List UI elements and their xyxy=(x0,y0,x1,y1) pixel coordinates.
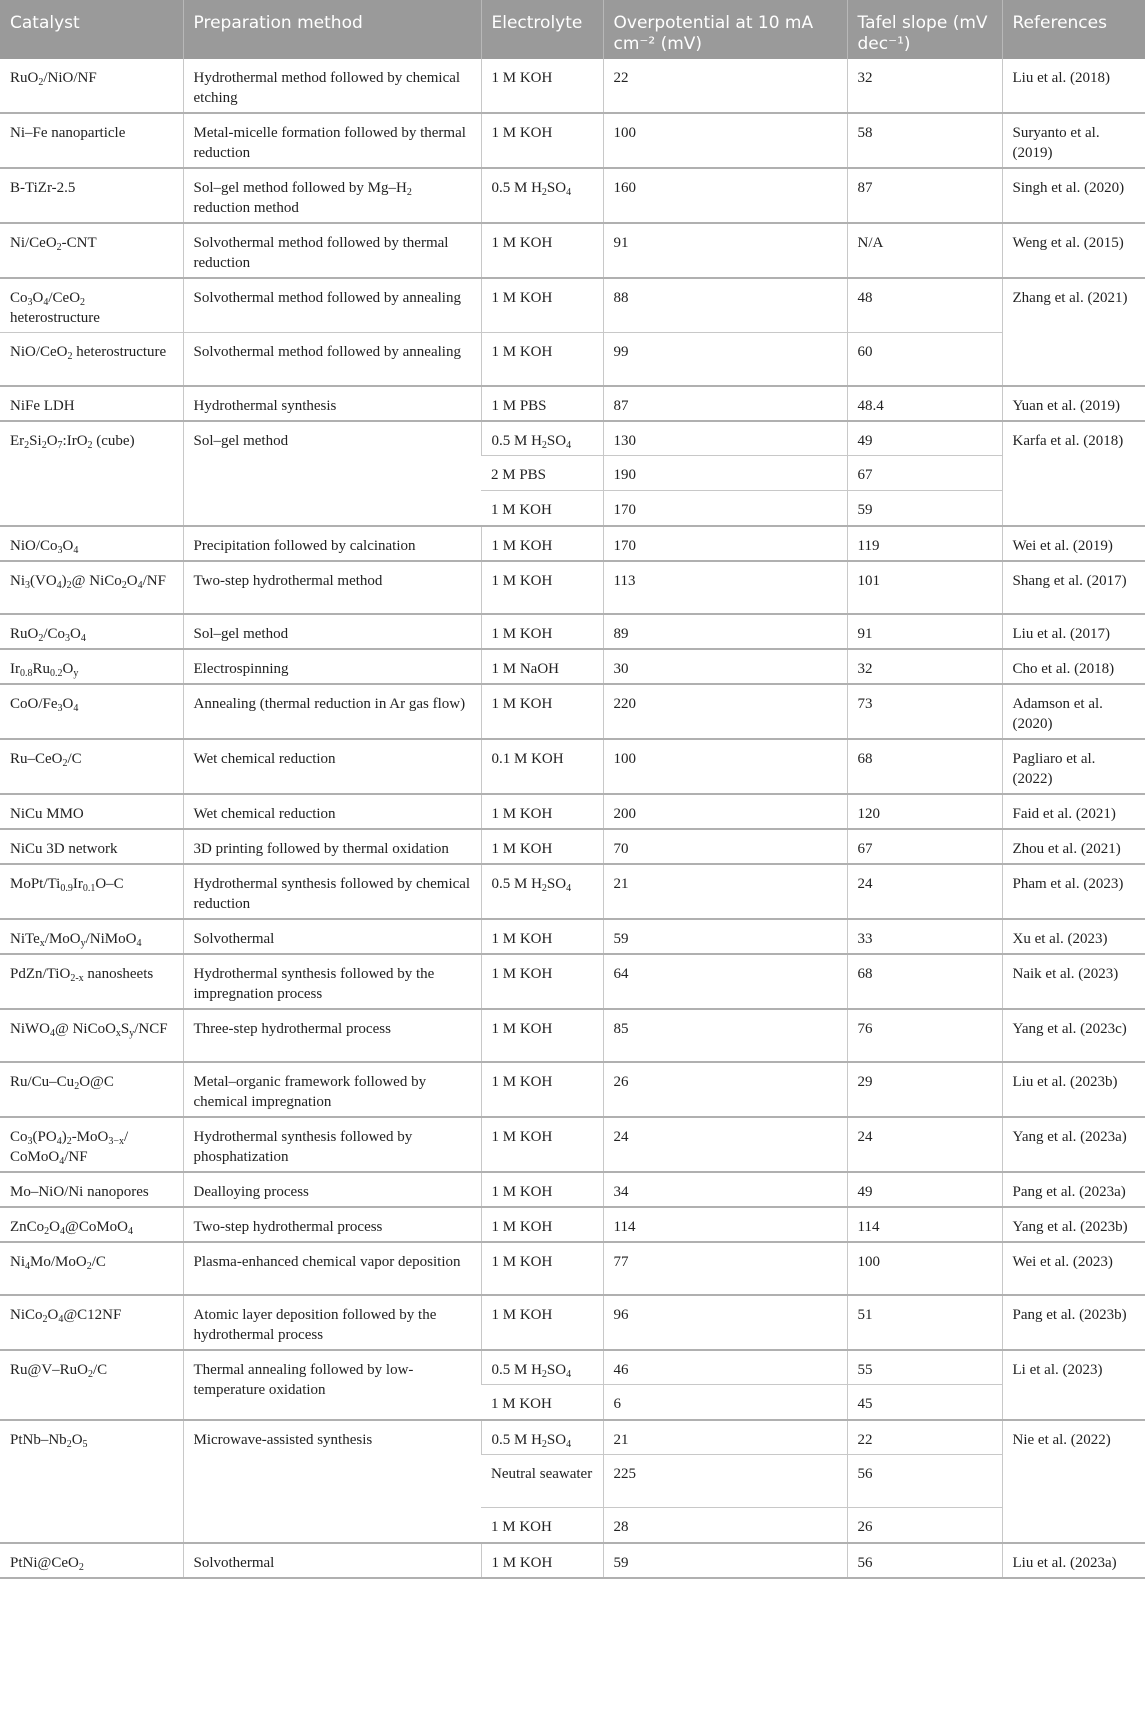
cell-tafel: 100 xyxy=(847,1242,1002,1295)
cell-electrolyte: 1 M KOH xyxy=(481,1009,603,1062)
cell-method: Annealing (thermal reduction in Ar gas flow) xyxy=(183,684,481,739)
table-row xyxy=(0,1543,1145,1578)
cell-overpotential: 21 xyxy=(603,1420,847,1455)
cell-overpotential: 190 xyxy=(603,456,847,491)
cell-catalyst: PdZn/TiO$_{2-x}$ nanosheets xyxy=(0,954,183,1009)
cell-reference: Yang et al. (2023a) xyxy=(1002,1117,1145,1172)
header-tafel-slope: Tafel slope (mV dec⁻¹) xyxy=(847,0,1002,59)
cell-method: Atomic layer deposition followed by the hydrothermal process xyxy=(183,1295,481,1350)
cell-method: Microwave-assisted synthesis xyxy=(183,1420,481,1543)
cell-method: Hydrothermal synthesis xyxy=(183,386,481,421)
cell-method: Sol–gel method xyxy=(183,614,481,649)
cell-tafel: 58 xyxy=(847,113,1002,168)
cell-reference: Adamson et al. (2020) xyxy=(1002,684,1145,739)
cell-overpotential: 77 xyxy=(603,1242,847,1295)
cell-overpotential: 28 xyxy=(603,1508,847,1543)
table-row xyxy=(0,421,1145,456)
cell-method: Sol–gel method followed by $Mg-H_2$ reduction method xyxy=(183,168,481,223)
table-row xyxy=(0,1420,1145,1455)
cell-overpotential: 100 xyxy=(603,113,847,168)
cell-tafel: 33 xyxy=(847,919,1002,954)
cell-method: Wet chemical reduction xyxy=(183,794,481,829)
cell-overpotential: 99 xyxy=(603,333,847,386)
cell-electrolyte: 1 M KOH xyxy=(481,794,603,829)
cell-method: Electrospinning xyxy=(183,649,481,684)
cell-tafel: 59 xyxy=(847,491,1002,526)
cell-electrolyte: Neutral seawater xyxy=(481,1455,603,1508)
cell-overpotential: 113 xyxy=(603,561,847,614)
cell-overpotential: 70 xyxy=(603,829,847,864)
cell-reference: Pagliaro et al. (2022) xyxy=(1002,739,1145,794)
cell-electrolyte: 1 M NaOH xyxy=(481,649,603,684)
cell-tafel: 24 xyxy=(847,864,1002,919)
cell-reference: Wei et al. (2023) xyxy=(1002,1242,1145,1295)
cell-method: 3D printing followed by thermal oxidation xyxy=(183,829,481,864)
table-row xyxy=(0,794,1145,829)
table-row xyxy=(0,561,1145,614)
table-row xyxy=(0,684,1145,739)
cell-reference: Weng et al. (2015) xyxy=(1002,223,1145,278)
cell-overpotential: 200 xyxy=(603,794,847,829)
cell-catalyst: RuO$_2$/NiO/NF xyxy=(0,59,183,113)
cell-reference: Yang et al. (2023b) xyxy=(1002,1207,1145,1242)
cell-electrolyte: 1 M KOH xyxy=(481,684,603,739)
table-row xyxy=(0,1350,1145,1385)
cell-catalyst: Ni–Fe nanoparticle xyxy=(0,113,183,168)
cell-electrolyte: 1 M PBS xyxy=(481,386,603,421)
cell-overpotential: 85 xyxy=(603,1009,847,1062)
table-row xyxy=(0,168,1145,223)
table-row xyxy=(0,1295,1145,1350)
cell-catalyst: PtNi@CeO$_2$ xyxy=(0,1543,183,1578)
cell-catalyst: $Ni_3(VO_4)_2@$ $NiCo_2O_4/NF$ xyxy=(0,561,183,614)
table-row xyxy=(0,113,1145,168)
cell-catalyst: Ru@V–RuO$_2$/C xyxy=(0,1350,183,1420)
cell-method: Three-step hydrothermal process xyxy=(183,1009,481,1062)
cell-method: Metal-micelle formation followed by thermal reduction xyxy=(183,113,481,168)
cell-electrolyte: 1 M KOH xyxy=(481,333,603,386)
cell-overpotential: 26 xyxy=(603,1062,847,1117)
cell-catalyst: NiO/CeO$_2$ heterostructure xyxy=(0,333,183,386)
cell-catalyst: NiWO$_4$@ $NiCoO_xS_y$/NCF xyxy=(0,1009,183,1062)
cell-catalyst: Ru–CeO$_2$/C xyxy=(0,739,183,794)
cell-overpotential: 170 xyxy=(603,526,847,561)
cell-electrolyte: 1 M KOH xyxy=(481,1543,603,1578)
cell-tafel: 73 xyxy=(847,684,1002,739)
cell-electrolyte: 1 M KOH xyxy=(481,491,603,526)
cell-reference: Liu et al. (2017) xyxy=(1002,614,1145,649)
cell-tafel: 49 xyxy=(847,421,1002,456)
cell-catalyst: $ZnCo_2O_4@CoMoO_4$ xyxy=(0,1207,183,1242)
cell-tafel: N/A xyxy=(847,223,1002,278)
cell-overpotential: 59 xyxy=(603,919,847,954)
cell-catalyst: NiO/$Co_3O_4$ xyxy=(0,526,183,561)
cell-electrolyte: 1 M KOH xyxy=(481,919,603,954)
cell-tafel: 26 xyxy=(847,1508,1002,1543)
cell-catalyst: $Ni_4Mo/MoO_2/C$ xyxy=(0,1242,183,1295)
cell-electrolyte: 1 M KOH xyxy=(481,1385,603,1420)
cell-reference: Shang et al. (2017) xyxy=(1002,561,1145,614)
cell-reference: Pang et al. (2023a) xyxy=(1002,1172,1145,1207)
header-electrolyte: Electrolyte xyxy=(481,0,603,59)
cell-tafel: 56 xyxy=(847,1543,1002,1578)
table-row xyxy=(0,614,1145,649)
cell-tafel: 68 xyxy=(847,954,1002,1009)
table-row xyxy=(0,739,1145,794)
table-row xyxy=(0,278,1145,333)
table-row xyxy=(0,1009,1145,1062)
cell-reference: Faid et al. (2021) xyxy=(1002,794,1145,829)
cell-catalyst: Ni/CeO$_2$-CNT xyxy=(0,223,183,278)
cell-tafel: 76 xyxy=(847,1009,1002,1062)
cell-tafel: 67 xyxy=(847,829,1002,864)
table-row xyxy=(0,1062,1145,1117)
cell-electrolyte: 1 M KOH xyxy=(481,278,603,333)
cell-reference: Yang et al. (2023c) xyxy=(1002,1009,1145,1062)
cell-overpotential: 21 xyxy=(603,864,847,919)
cell-tafel: 60 xyxy=(847,333,1002,386)
cell-catalyst: $NiCo_2O_4@C12NF$ xyxy=(0,1295,183,1350)
table-header-row xyxy=(0,0,1145,59)
cell-electrolyte: 1 M KOH xyxy=(481,113,603,168)
header-preparation-method: Preparation method xyxy=(183,0,481,59)
cell-tafel: 48 xyxy=(847,278,1002,333)
cell-catalyst: $Co_3O_4/CeO_2$ heterostructure xyxy=(0,278,183,333)
cell-overpotential: 114 xyxy=(603,1207,847,1242)
cell-catalyst: $Er_2Si_2O_7:IrO_2$ (cube) xyxy=(0,421,183,526)
cell-tafel: 68 xyxy=(847,739,1002,794)
cell-method: Metal–organic framework followed by chemical impregnation xyxy=(183,1062,481,1117)
cell-overpotential: 89 xyxy=(603,614,847,649)
cell-electrolyte: 1 M KOH xyxy=(481,1207,603,1242)
cell-tafel: 120 xyxy=(847,794,1002,829)
cell-overpotential: 46 xyxy=(603,1350,847,1385)
cell-electrolyte: 1 M KOH xyxy=(481,59,603,113)
cell-overpotential: 30 xyxy=(603,649,847,684)
table-row xyxy=(0,649,1145,684)
table-row xyxy=(0,526,1145,561)
cell-electrolyte: 1 M KOH xyxy=(481,1117,603,1172)
table-row xyxy=(0,1117,1145,1172)
cell-tafel: 32 xyxy=(847,59,1002,113)
cell-electrolyte: 1 M KOH xyxy=(481,614,603,649)
cell-electrolyte: 1 M KOH xyxy=(481,829,603,864)
header-overpotential: Overpotential at 10 mA cm⁻² (mV) xyxy=(603,0,847,59)
cell-tafel: 56 xyxy=(847,1455,1002,1508)
table-row xyxy=(0,829,1145,864)
cell-method: Sol–gel method xyxy=(183,421,481,526)
cell-catalyst: CoO/$Fe_3O_4$ xyxy=(0,684,183,739)
cell-electrolyte: 1 M KOH xyxy=(481,1062,603,1117)
cell-catalyst: $Co_3(PO_4)_2-MoO_{3-x}/$ CoMoO$_4$/NF xyxy=(0,1117,183,1172)
cell-method: Solvothermal xyxy=(183,1543,481,1578)
cell-reference: Pang et al. (2023b) xyxy=(1002,1295,1145,1350)
cell-reference: Liu et al. (2023b) xyxy=(1002,1062,1145,1117)
table-row xyxy=(0,386,1145,421)
cell-method: Dealloying process xyxy=(183,1172,481,1207)
table-row xyxy=(0,864,1145,919)
header-catalyst: Catalyst xyxy=(0,0,183,59)
table-row xyxy=(0,1172,1145,1207)
cell-electrolyte: 1 M KOH xyxy=(481,561,603,614)
cell-overpotential: 160 xyxy=(603,168,847,223)
header-references: References xyxy=(1002,0,1145,59)
cell-tafel: 49 xyxy=(847,1172,1002,1207)
cell-electrolyte: 1 M KOH xyxy=(481,223,603,278)
cell-overpotential: 22 xyxy=(603,59,847,113)
cell-method: Solvothermal method followed by thermal reduction xyxy=(183,223,481,278)
cell-method: Wet chemical reduction xyxy=(183,739,481,794)
cell-electrolyte: 0.1 M KOH xyxy=(481,739,603,794)
cell-catalyst: $Ir_{0.8}Ru_{0.2}O_y$ xyxy=(0,649,183,684)
table-row xyxy=(0,1242,1145,1295)
table-row xyxy=(0,223,1145,278)
cell-tafel: 45 xyxy=(847,1385,1002,1420)
cell-tafel: 119 xyxy=(847,526,1002,561)
cell-tafel: 67 xyxy=(847,456,1002,491)
cell-overpotential: 96 xyxy=(603,1295,847,1350)
cell-catalyst: Mo–NiO/Ni nanopores xyxy=(0,1172,183,1207)
cell-overpotential: 88 xyxy=(603,278,847,333)
cell-tafel: 24 xyxy=(847,1117,1002,1172)
cell-overpotential: 64 xyxy=(603,954,847,1009)
cell-reference: Wei et al. (2019) xyxy=(1002,526,1145,561)
cell-tafel: 114 xyxy=(847,1207,1002,1242)
cell-method: Thermal annealing followed by low-temperature oxidation xyxy=(183,1350,481,1420)
cell-electrolyte: 0.5 M $H_2SO_4$ xyxy=(481,864,603,919)
cell-electrolyte: 2 M PBS xyxy=(481,456,603,491)
cell-overpotential: 34 xyxy=(603,1172,847,1207)
cell-electrolyte: 0.5 M $H_2SO_4$ xyxy=(481,421,603,456)
cell-catalyst: NiCu MMO xyxy=(0,794,183,829)
cell-method: Solvothermal method followed by annealing xyxy=(183,333,481,386)
cell-catalyst: PtNb–$Nb_2O_5$ xyxy=(0,1420,183,1543)
cell-reference: Xu et al. (2023) xyxy=(1002,919,1145,954)
cell-overpotential: 225 xyxy=(603,1455,847,1508)
cell-overpotential: 100 xyxy=(603,739,847,794)
cell-electrolyte: 1 M KOH xyxy=(481,526,603,561)
cell-method: Hydrothermal synthesis followed by phosphatization xyxy=(183,1117,481,1172)
cell-reference: Naik et al. (2023) xyxy=(1002,954,1145,1009)
cell-tafel: 55 xyxy=(847,1350,1002,1385)
cell-reference: Singh et al. (2020) xyxy=(1002,168,1145,223)
cell-reference: Zhang et al. (2021) xyxy=(1002,278,1145,386)
cell-electrolyte: 0.5 M $H_2SO_4$ xyxy=(481,1420,603,1455)
cell-electrolyte: 0.5 M $H_2SO_4$ xyxy=(481,1350,603,1385)
cell-tafel: 32 xyxy=(847,649,1002,684)
cell-electrolyte: 1 M KOH xyxy=(481,1172,603,1207)
cell-tafel: 22 xyxy=(847,1420,1002,1455)
cell-tafel: 51 xyxy=(847,1295,1002,1350)
cell-reference: Suryanto et al. (2019) xyxy=(1002,113,1145,168)
cell-catalyst: NiCu 3D network xyxy=(0,829,183,864)
cell-method: Hydrothermal method followed by chemical etching xyxy=(183,59,481,113)
cell-reference: Liu et al. (2023a) xyxy=(1002,1543,1145,1578)
cell-overpotential: 130 xyxy=(603,421,847,456)
cell-overpotential: 220 xyxy=(603,684,847,739)
cell-overpotential: 24 xyxy=(603,1117,847,1172)
table-row xyxy=(0,333,1145,386)
cell-method: Solvothermal xyxy=(183,919,481,954)
table-row xyxy=(0,954,1145,1009)
cell-reference: Karfa et al. (2018) xyxy=(1002,421,1145,526)
table-row xyxy=(0,919,1145,954)
cell-electrolyte: 0.5 M $H_2SO_4$ xyxy=(481,168,603,223)
table-body xyxy=(0,59,1145,1578)
cell-reference: Cho et al. (2018) xyxy=(1002,649,1145,684)
cell-method: Plasma-enhanced chemical vapor deposition xyxy=(183,1242,481,1295)
table-row xyxy=(0,59,1145,113)
cell-electrolyte: 1 M KOH xyxy=(481,1508,603,1543)
cell-tafel: 29 xyxy=(847,1062,1002,1117)
cell-electrolyte: 1 M KOH xyxy=(481,954,603,1009)
cell-catalyst: NiFe LDH xyxy=(0,386,183,421)
cell-tafel: 87 xyxy=(847,168,1002,223)
cell-reference: Nie et al. (2022) xyxy=(1002,1420,1145,1543)
cell-catalyst: $RuO_2/Co_3O_4$ xyxy=(0,614,183,649)
cell-method: Precipitation followed by calcination xyxy=(183,526,481,561)
cell-electrolyte: 1 M KOH xyxy=(481,1295,603,1350)
cell-tafel: 101 xyxy=(847,561,1002,614)
cell-reference: Li et al. (2023) xyxy=(1002,1350,1145,1420)
cell-reference: Liu et al. (2018) xyxy=(1002,59,1145,113)
cell-electrolyte: 1 M KOH xyxy=(481,1242,603,1295)
cell-catalyst: MoPt/$Ti_{0.9}Ir_{0.1}O-C$ xyxy=(0,864,183,919)
cell-method: Solvothermal method followed by annealing xyxy=(183,278,481,333)
table-row xyxy=(0,1207,1145,1242)
cell-tafel: 91 xyxy=(847,614,1002,649)
cell-reference: Zhou et al. (2021) xyxy=(1002,829,1145,864)
cell-catalyst: B-TiZr-2.5 xyxy=(0,168,183,223)
cell-catalyst: NiTe$_x$/MoO$_y$/NiMoO$_4$ xyxy=(0,919,183,954)
cell-method: Two-step hydrothermal method xyxy=(183,561,481,614)
cell-overpotential: 91 xyxy=(603,223,847,278)
cell-method: Two-step hydrothermal process xyxy=(183,1207,481,1242)
cell-reference: Pham et al. (2023) xyxy=(1002,864,1145,919)
cell-overpotential: 59 xyxy=(603,1543,847,1578)
cell-overpotential: 87 xyxy=(603,386,847,421)
cell-method: Hydrothermal synthesis followed by the impregnation process xyxy=(183,954,481,1009)
cell-reference: Yuan et al. (2019) xyxy=(1002,386,1145,421)
cell-overpotential: 170 xyxy=(603,491,847,526)
cell-catalyst: $Ru/Cu-Cu_2O@C$ xyxy=(0,1062,183,1117)
cell-tafel: 48.4 xyxy=(847,386,1002,421)
cell-method: Hydrothermal synthesis followed by chemical reduction xyxy=(183,864,481,919)
cell-overpotential: 6 xyxy=(603,1385,847,1420)
